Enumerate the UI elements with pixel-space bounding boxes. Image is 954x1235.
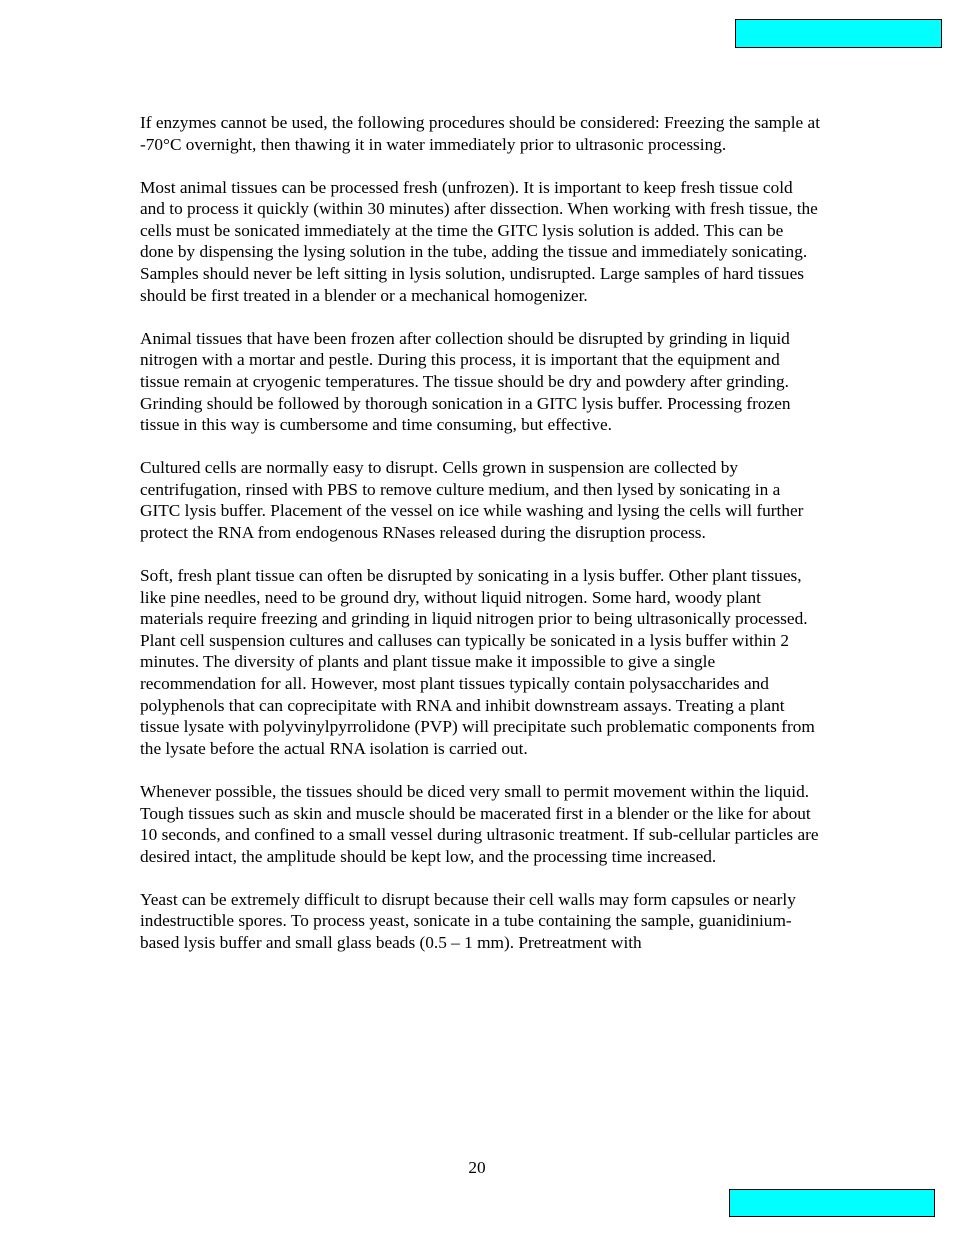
page-body (140, 112, 820, 975)
paragraph-enzymes: If enzymes cannot be used, the following procedures should be considered: Freezing the sample at -70°C overnight, then thawing it in water immediately prior to ultrasonic processing. (140, 113, 820, 154)
paragraph-cultured-cells: Cultured cells are normally easy to disrupt. Cells grown in suspension are collected by centrifugation, rinsed with PBS to remove culture medium, and then lysed by sonicating in a GITC lysis buffer. Placement of the vessel on ice while washing and lysing the cells will further protect the RNA from endogenous RNases released during the disruption process. (140, 458, 804, 542)
page-number: 20 (468, 1158, 486, 1177)
paragraph-plant-tissue: Soft, fresh plant tissue can often be disrupted by sonicating in a lysis buffer. Other plant tissues, like pine needles, need to be ground dry, without liquid nitrogen. Some hard, woody plant materials require freezing and grinding in liquid nitrogen prior to being ultrasonically processed. Plant cell suspension cultures and calluses can typically be sonicated in a lysis buffer within 2 minutes. The diversity of plants and plant tissue make it impossible to give a single recommendation for all. However, most plant tissues typically contain polysaccharides and polyphenols that can coprecipitate with RNA and inhibit downstream assays. Treating a plant tissue lysate with polyvinylpyrrolidone (PVP) will precipitate such problematic components from the lysate before the actual RNA isolation is carried out. (140, 566, 815, 758)
paragraph-frozen-animal-tissue: Animal tissues that have been frozen after collection should be disrupted by grinding in liquid nitrogen with a mortar and pestle. During this process, it is important that the equipment and tissue remain at cryogenic temperatures. The tissue should be dry and powdery after grinding. Grinding should be followed by thorough sonication in a GITC lysis buffer. Processing frozen tissue in this way is cumbersome and time consuming, but effective. (140, 328, 791, 435)
bottom-highlight-box (729, 1189, 935, 1217)
paragraph-fresh-animal-tissue: Most animal tissues can be processed fresh (unfrozen). It is important to keep fresh tissue cold and to process it quickly (within 30 minutes) after dissection. When working with fresh tissue, the cells must be sonicated immediately at the time the GITC lysis solution is added. This can be done by dispensing the lysing solution in the tube, adding the tissue and immediately sonicating. Samples should never be left sitting in lysis solution, undisrupted. Large samples of hard tissues should be first treated in a blender or a mechanical homogenizer. (140, 177, 818, 305)
top-highlight-box (735, 19, 942, 48)
paragraph-dicing-tissues: Whenever possible, the tissues should be diced very small to permit movement within the liquid. Tough tissues such as skin and muscle should be macerated first in a blender or the like for about 10 seconds, and confined to a small vessel during ultrasonic treatment. If sub-cellular particles are desired intact, the amplitude should be kept low, and the processing time increased. (140, 781, 819, 866)
paragraph-yeast: Yeast can be extremely difficult to disrupt because their cell walls may form capsules or nearly indestructible spores. To process yeast, sonicate in a tube containing the sample, guanidinium-based lysis buffer and small glass beads (0.5 – 1 mm). Pretreatment with (140, 889, 796, 952)
